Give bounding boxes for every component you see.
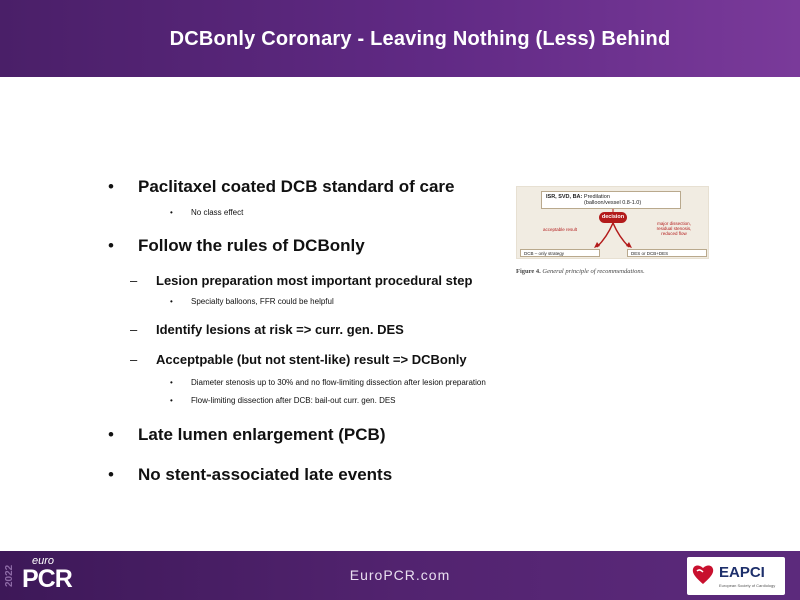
bullet-text: No stent-associated late events <box>138 465 393 484</box>
bullet-marker: – <box>130 273 138 288</box>
bullet-text: Follow the rules of DCBonly <box>138 236 365 255</box>
figure-left-note: acceptable result <box>542 227 578 232</box>
eapci-name: EAPCI <box>719 564 765 581</box>
figure-top-label: Predilation <box>583 194 610 200</box>
bullet-text: Flow-limiting dissection after DCB: bail-out curr. gen. DES <box>191 396 396 405</box>
bullet-marker: • <box>170 396 173 405</box>
bullet-text: Late lumen enlargement (PCB) <box>138 425 386 444</box>
bullet-marker: • <box>170 208 173 217</box>
bullet-marker: • <box>108 177 114 196</box>
bullet-text: No class effect <box>191 208 244 217</box>
figure-right-note-line: residual stenosis, <box>656 226 692 231</box>
figure-caption-label: Figure 4. <box>516 268 541 275</box>
figure-caption-text: General principle of recommendations. <box>542 268 645 275</box>
bullet-marker: • <box>108 236 114 255</box>
europcr-logo: PCR <box>22 565 72 593</box>
bullet-level2 <box>130 273 472 288</box>
bullet-level3 <box>170 297 334 306</box>
bullet-level2 <box>130 352 467 367</box>
bullet-level3 <box>170 378 486 387</box>
bullet-text: Diameter stenosis up to 30% and no flow-limiting dissection after lesion preparation <box>191 378 486 387</box>
bullet-marker: – <box>130 352 138 367</box>
footer-url: EuroPCR.com <box>349 567 451 583</box>
figure-decision-node: decision <box>599 212 627 223</box>
bullet-text: Identify lesions at risk => curr. gen. DES <box>156 322 404 337</box>
footer-bar <box>0 551 800 600</box>
europcr-logo-year: 2022 <box>4 564 15 588</box>
europcr-logo-euro: euro <box>32 555 55 567</box>
bullet-marker: • <box>108 465 114 484</box>
bullet-level3 <box>170 208 243 217</box>
eapci-logo <box>687 557 785 595</box>
bullet-marker: – <box>130 322 138 337</box>
figure-right-note-line: reduced flow <box>661 231 687 236</box>
bullet-marker: • <box>108 425 114 444</box>
figure-predilation-box <box>541 191 681 209</box>
bullet-text: Lesion preparation most important procedural step <box>156 273 473 288</box>
eapci-subtitle: European Society of Cardiology <box>719 583 776 588</box>
bullet-text: Paclitaxel coated DCB standard of care <box>138 177 455 196</box>
bullet-level2 <box>130 322 404 337</box>
bullet-marker: • <box>170 378 173 387</box>
figure-dcb-only-box: DCB – only strategy <box>520 249 600 257</box>
figure-des-box: DES or DCB+DES <box>627 249 707 257</box>
bullet-marker: • <box>170 297 173 306</box>
figure-right-note-line: major dissection, <box>657 221 691 226</box>
figure-caption <box>516 268 645 275</box>
figure-top-label-line2: (balloon/vessel 0.8-1.0) <box>584 200 642 206</box>
slide-title: DCBonly Coronary - Leaving Nothing (Less) Behind <box>169 28 671 50</box>
bullet-level1 <box>108 425 386 445</box>
bullet-text: Acceptpable (but not stent-like) result => DCBonly <box>156 352 467 367</box>
recommendation-figure <box>516 186 709 259</box>
bullet-level1 <box>108 236 365 256</box>
bullet-level1 <box>108 177 455 197</box>
figure-right-note <box>645 221 703 236</box>
heart-icon <box>691 563 715 587</box>
figure-top-label-bold: ISR, SVD, BA: <box>546 194 583 200</box>
bullet-text: Specialty balloons, FFR could be helpful <box>191 297 334 306</box>
bullet-level3 <box>170 396 396 405</box>
bullet-level1 <box>108 465 392 485</box>
